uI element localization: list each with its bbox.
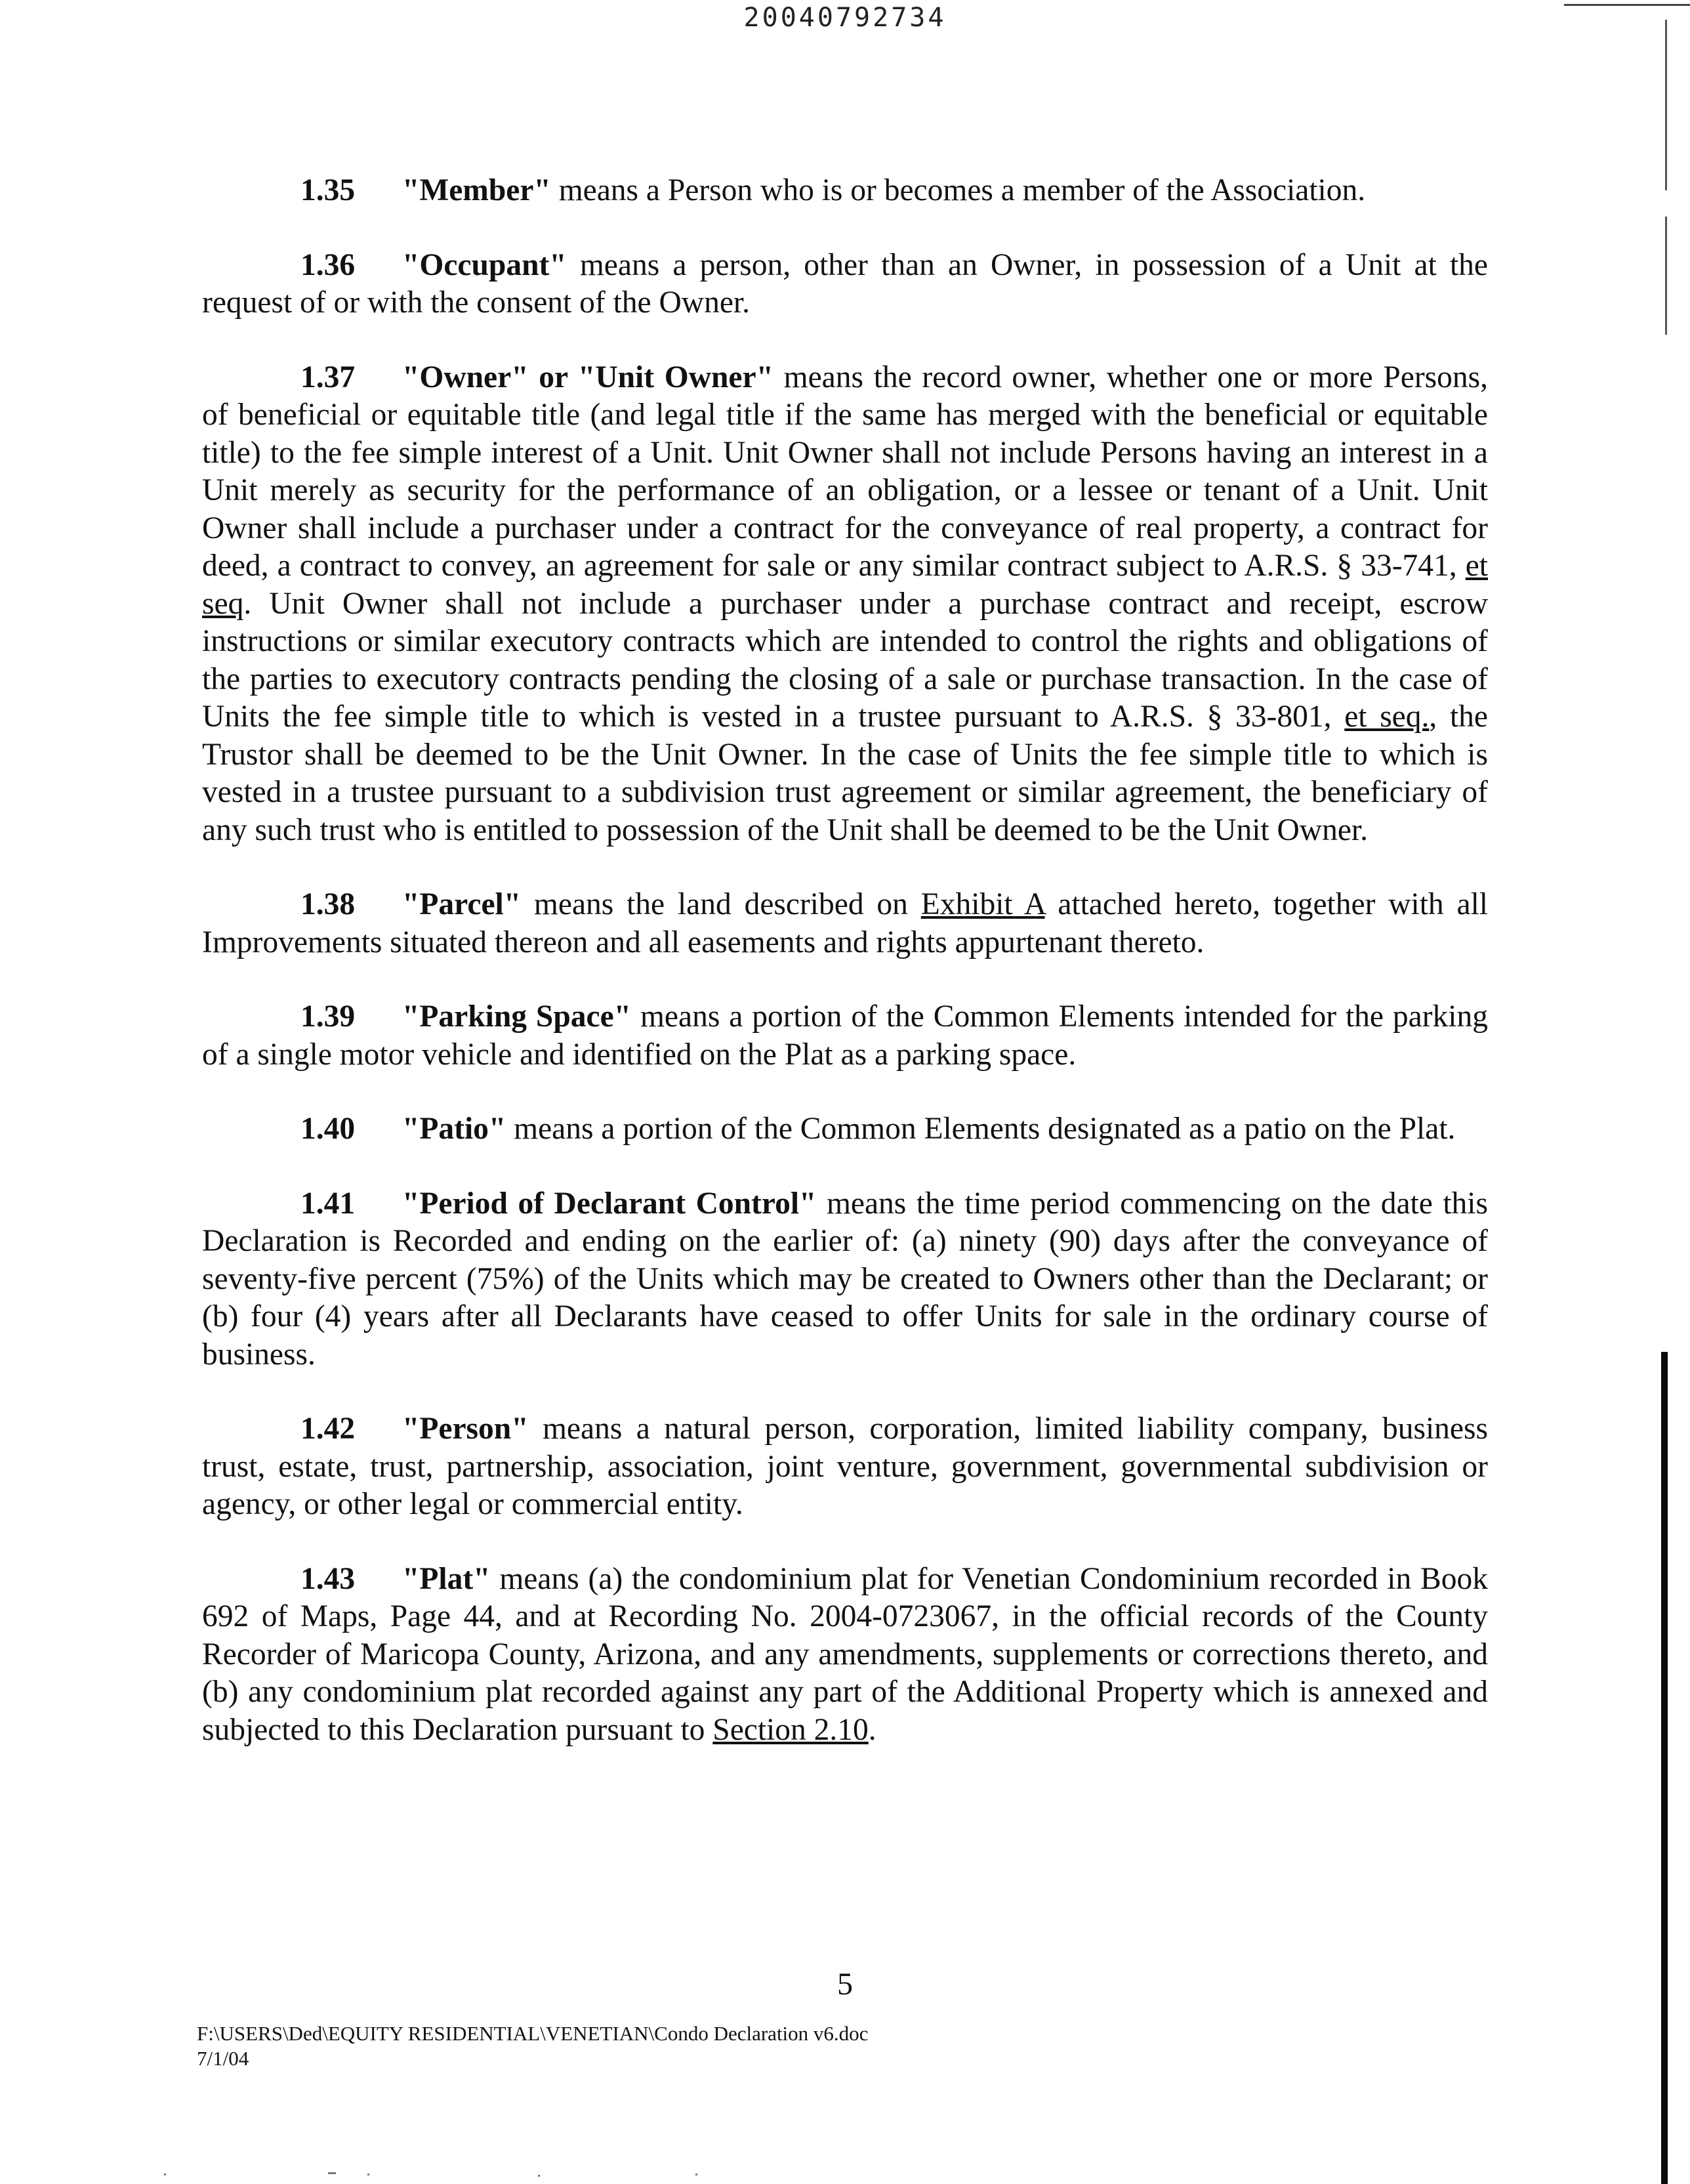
section-number: 1.37 — [300, 360, 356, 394]
file-date: 7/1/04 — [197, 2047, 249, 2070]
definition-text: attached hereto, together with all Improvements situated thereon and all easements and rights appurtenant thereto. — [202, 887, 1488, 959]
definition-1-43 — [202, 1561, 1488, 1750]
section-number: 1.35 — [300, 173, 356, 207]
definition-1-38 — [202, 886, 1488, 961]
section-reference: Section 2.10 — [712, 1712, 869, 1747]
definition-text: means a portion of the Common Elements designated as a patio on the Plat. — [506, 1112, 1456, 1146]
section-number: 1.36 — [300, 247, 356, 282]
scan-edge-bar — [1661, 1352, 1668, 2184]
defined-term: "Owner" or "Unit Owner" — [402, 360, 773, 394]
scan-edge-line — [1564, 4, 1690, 6]
section-number: 1.43 — [300, 1561, 356, 1596]
document-number: 20040792734 — [743, 3, 947, 33]
definition-text: . Unit Owner shall not include a purchaser under a purchase contract and receipt, escrow instructions or similar executory contracts which are intended to control the rights and obligations of the parties to executory contracts pending the closing of a sale or purchase transaction. In the case of Units the fee simple title to which is vested in a trustee pursuant to A.R.S. § 33-801, — [202, 586, 1488, 734]
definition-text: means a portion of the Common Elements intended for the parking of a single motor vehicle and identified on the Plat as a parking space. — [202, 999, 1488, 1072]
scan-speck — [367, 2174, 369, 2175]
defined-term: "Member" — [402, 173, 551, 207]
definition-text: , the Trustor shall be deemed to be the Unit Owner. In the case of Units the fee simple title to which is vested in a trustee pursuant to a subdivision trust agreement or similar agreement, the beneficiary of any such trust who is entitled to possession of the Unit shall be deemed to be the Unit Owner. — [202, 700, 1489, 847]
definition-1-35 — [202, 172, 1488, 210]
definition-text: means a person, other than an Owner, in possession of a Unit at the request of or with the consent of the Owner. — [202, 247, 1488, 320]
definition-1-37 — [202, 359, 1488, 850]
defined-term: "Patio" — [402, 1112, 506, 1146]
definition-text: means a Person who is or becomes a member of the Association. — [550, 173, 1366, 207]
definition-text: means the time period commencing on the date this Declaration is Recorded and ending on the earlier of: (a) ninety (90) days after the conveyance of seventy-five percent (75%) of the Units which may be created to Owners other than the Declarant; or (b) four (4) years after all Declarants have ceased to offer Units for sale in the ordinary course of business. — [202, 1186, 1488, 1372]
scan-speck — [328, 2172, 336, 2174]
definition-1-36 — [202, 247, 1488, 322]
definition-text: means the record owner, whether one or more Persons, of beneficial or equitable title (and legal title if the same has merged with the beneficial or equitable title) to the fee simple interest of a Unit. Unit Owner shall not include Persons having an interest in a Unit merely as security for the performance of an obligation, or a lessee or tenant of a Unit. Unit Owner shall include a purchaser under a contract for the conveyance of real property, a contract for deed, a contract to convey, an agreement for sale or any similar contract subject to A.R.S. § 33-741, — [202, 360, 1488, 583]
scan-speck — [695, 2174, 697, 2175]
et-seq-reference: et seq. — [1344, 700, 1430, 734]
scan-edge-mark — [1665, 217, 1667, 335]
definition-1-42 — [202, 1410, 1488, 1524]
scan-speck — [538, 2175, 540, 2177]
page-number: 5 — [837, 1967, 853, 2002]
document-body — [202, 172, 1488, 1786]
definition-1-39 — [202, 998, 1488, 1074]
scan-edge-mark — [1665, 20, 1667, 190]
file-path: F:\USERS\Ded\EQUITY RESIDENTIAL\VENETIAN\Condo Declaration v6.doc — [197, 2022, 869, 2045]
defined-term: "Plat" — [402, 1561, 491, 1596]
defined-term: "Parking Space" — [402, 999, 632, 1034]
section-number: 1.40 — [300, 1112, 356, 1146]
definition-1-40 — [202, 1110, 1488, 1148]
definition-text: means (a) the condominium plat for Venetian Condominium recorded in Book 692 of Maps, Page 44, and at Recording No. 2004-0723067, in the official records of the County Recorder of Maricopa County, Arizona, and any amendments, supplements or corrections thereto, and (b) any condominium plat recorded against any part of the Additional Property which is annexed and subjected to this Declaration pursuant to — [202, 1561, 1488, 1747]
definition-text: means the land described on — [521, 887, 921, 921]
section-number: 1.41 — [300, 1186, 356, 1221]
definition-1-41 — [202, 1185, 1488, 1374]
defined-term: "Period of Declarant Control" — [402, 1186, 817, 1221]
defined-term: "Occupant" — [402, 247, 567, 282]
exhibit-reference: Exhibit A — [920, 887, 1045, 921]
section-number: 1.42 — [300, 1412, 356, 1446]
definition-text: means a natural person, corporation, limited liability company, business trust, estate, trust, partnership, association, joint venture, government, governmental subdivision or agency, or other legal or commercial entity. — [202, 1412, 1488, 1521]
et-seq-reference: et seq — [202, 549, 1488, 621]
defined-term: "Person" — [402, 1412, 529, 1446]
section-number: 1.39 — [300, 999, 356, 1034]
section-number: 1.38 — [300, 887, 356, 921]
defined-term: "Parcel" — [402, 887, 522, 921]
definition-text: . — [868, 1712, 876, 1747]
scan-speck — [164, 2174, 166, 2175]
